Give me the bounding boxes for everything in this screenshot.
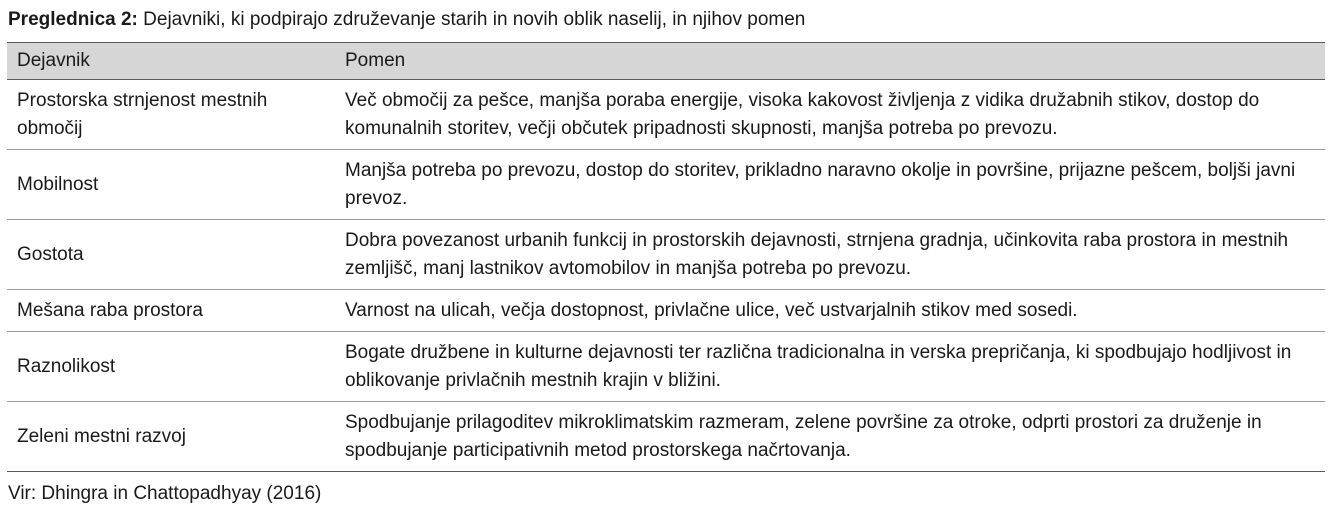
meaning-cell: Spodbujanje prilagoditev mikroklimatskim razmeram, zelene površine za otroke, odprti prostori za druženje in spodbujanje participativnih metod prostorskega načrtovanja. (335, 402, 1325, 472)
meaning-cell: Dobra povezanost urbanih funkcij in prostorskih dejavnosti, strnjena gradnja, učinkovita raba prostora in mestnih zemljišč, manj lastnikov avtomobilov in manjša potreba po prevozu. (335, 220, 1325, 290)
caption-text: Dejavniki, ki podpirajo združevanje starih in novih oblik naselij, in njihov pomen (143, 9, 806, 30)
table-row (7, 150, 1325, 220)
meaning-cell: Več območij za pešce, manjša poraba energije, visoka kakovost življenja z vidika družabnih stikov, dostop do komunalnih storitev, večji občutek pripadnosti skupnosti, manjša potreba po prevozu. (335, 80, 1325, 150)
table-caption (8, 7, 805, 33)
caption-label: Preglednica 2: (8, 9, 138, 30)
factor-cell: Prostorska strnjenost mestnih območij (7, 80, 335, 150)
header-meaning: Pomen (335, 43, 1325, 80)
table-header-row (7, 43, 1325, 80)
source-note: Vir: Dhingra in Chattopadhyay (2016) (8, 483, 322, 504)
meaning-cell: Manjša potreba po prevozu, dostop do storitev, prikladno naravno okolje in površine, prijazne pešcem, boljši javni prevoz. (335, 150, 1325, 220)
factors-table (7, 42, 1325, 472)
table-row (7, 290, 1325, 332)
factor-cell: Gostota (7, 220, 335, 290)
table-row (7, 220, 1325, 290)
header-factor: Dejavnik (7, 43, 335, 80)
table-row (7, 332, 1325, 402)
table-row (7, 402, 1325, 472)
table-row (7, 80, 1325, 150)
factor-cell: Raznolikost (7, 332, 335, 402)
factors-table-container (7, 42, 1325, 472)
factor-cell: Mešana raba prostora (7, 290, 335, 332)
meaning-cell: Varnost na ulicah, večja dostopnost, privlačne ulice, več ustvarjalnih stikov med sosedi. (335, 290, 1325, 332)
factor-cell: Mobilnost (7, 150, 335, 220)
factor-cell: Zeleni mestni razvoj (7, 402, 335, 472)
meaning-cell: Bogate družbene in kulturne dejavnosti ter različna tradicionalna in verska prepričanja, ki spodbujajo hodljivost in oblikovanje privlačnih mestnih krajin v bližini. (335, 332, 1325, 402)
